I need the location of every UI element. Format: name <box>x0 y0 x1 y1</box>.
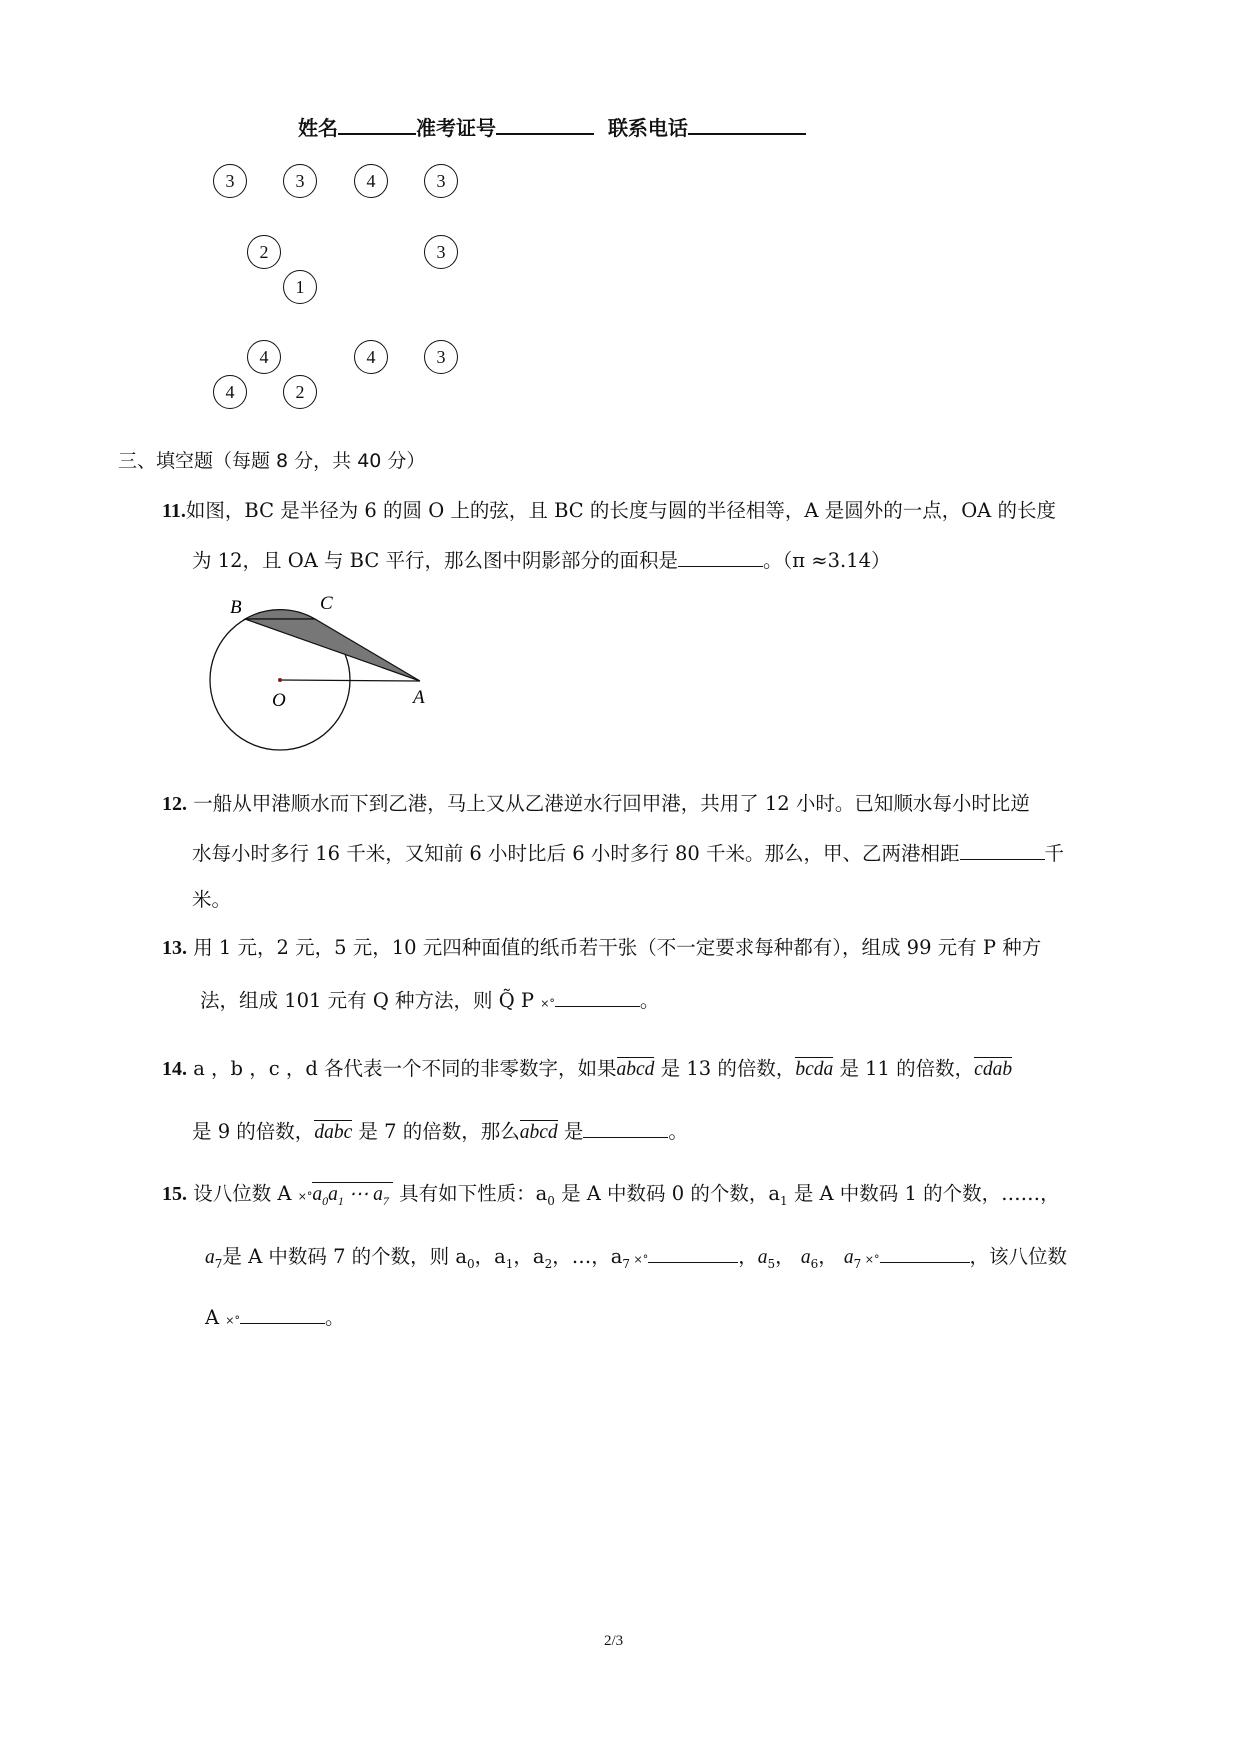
question-number: 15. <box>162 1183 187 1205</box>
operator-glyph: ×° <box>297 1190 313 1203</box>
question-15-line3: A ×° 。 <box>205 1306 345 1329</box>
question-12-line1 <box>162 788 1030 816</box>
center-point <box>278 678 282 682</box>
question-text: ，…，a <box>552 1245 623 1268</box>
question-text: 是 <box>557 1120 584 1143</box>
circle-number: 4 <box>354 340 388 374</box>
question-text: 是 A 中数码 7 的个数，则 a <box>222 1245 467 1268</box>
question-12-line3: 米。 <box>192 888 232 911</box>
question-11-line1 <box>162 495 1056 523</box>
circle-number: 3 <box>424 340 458 374</box>
circle-number: 4 <box>354 164 388 198</box>
label-O: O <box>272 690 286 711</box>
answer-blank[interactable] <box>648 1246 738 1263</box>
phone-blank[interactable] <box>688 115 806 135</box>
operator-glyph: ×° <box>629 1253 649 1266</box>
name-blank[interactable] <box>338 115 416 135</box>
answer-blank[interactable] <box>583 1121 668 1138</box>
question-15-line1: 15. 设八位数 $A \times^\circ a_0a_1$ ⋯ $a_7$ 具有如下性质：$a_0$ 是 A 中数码 0 的个数，$a_1$ 是 A 中数码 1 的个数，……， <box>162 1182 1060 1208</box>
question-text: 。（π ≈3.14） <box>763 549 891 572</box>
exam-id-label: 准考证号 <box>416 116 496 140</box>
question-text: 用 1 元，2 元，5 元，10 元四种面值的纸币若干张（不一定要求每种都有），组成 99 元有 P 种方 <box>187 936 1042 959</box>
question-text: 为 12，且 OA 与 BC 平行，那么图中阴影部分的面积是 <box>192 549 678 572</box>
answer-blank[interactable] <box>240 1307 325 1324</box>
shaded-triangle <box>245 619 420 681</box>
page-number: 2/3 <box>604 1633 624 1649</box>
circle-number: 2 <box>283 375 317 409</box>
question-11-line2 <box>192 545 891 573</box>
operator-glyph: ×° <box>861 1253 880 1266</box>
overline-number: dabc <box>314 1122 353 1143</box>
label-B: B <box>230 597 242 618</box>
exam-id-blank[interactable] <box>496 115 594 135</box>
question-text: a ，b ，c ，d 各代表一个不同的非零数字，如果 <box>187 1057 617 1080</box>
circle-number: 4 <box>213 375 247 409</box>
overline-number: cdab <box>974 1059 1013 1080</box>
name-label: 姓名 <box>298 116 338 140</box>
question-text: 是 13 的倍数， <box>654 1057 796 1080</box>
question-text: 具有如下性质：a <box>392 1182 548 1205</box>
circle-number: 3 <box>424 235 458 269</box>
circle-number: 4 <box>247 340 281 374</box>
question-text: ，a <box>513 1245 545 1268</box>
question-13-line2 <box>200 985 659 1013</box>
question-text: 水每小时多行 16 千米，又知前 6 小时比后 6 小时多行 80 千米。那么，甲、乙两港相距 <box>192 842 960 865</box>
operator-glyph: ×° <box>540 997 555 1010</box>
question-text: 法，组成 101 元有 Q 种方法，则 Q̃ P <box>200 989 541 1012</box>
answer-blank[interactable] <box>678 550 763 567</box>
overline-number: bcda <box>795 1059 834 1080</box>
question-text: 一船从甲港顺水而下到乙港，马上又从乙港逆水行回甲港，共用了 12 小时。已知顺水每小时比逆 <box>187 792 1030 815</box>
overline-number: $a_0a_1$ ⋯ $a_7$ <box>312 1182 393 1205</box>
question-text: A <box>205 1306 226 1329</box>
circle-number: 3 <box>213 164 247 198</box>
question-text: 设八位数 A <box>187 1182 298 1205</box>
question-text: 如图，BC 是半径为 6 的圆 O 上的弦，且 BC 的长度与圆的半径相等，A 是圆外的一点，OA 的长度 <box>185 499 1056 522</box>
question-text: 是 A 中数码 1 的个数，……， <box>787 1182 1060 1205</box>
question-text: 是 9 的倍数， <box>192 1120 315 1143</box>
label-A: A <box>413 687 425 708</box>
answer-blank[interactable] <box>960 843 1045 860</box>
circle-number: 3 <box>424 164 458 198</box>
question-text: ，a <box>474 1245 506 1268</box>
answer-blank[interactable] <box>555 990 640 1007</box>
operator-glyph: ×° <box>225 1314 240 1327</box>
question-number: 11. <box>162 500 186 522</box>
phone-label: 联系电话 <box>607 116 688 140</box>
circle-chord-figure <box>200 595 440 765</box>
question-14-line1 <box>162 1053 1012 1081</box>
question-number: 13. <box>162 937 187 959</box>
answer-blank[interactable] <box>880 1246 970 1263</box>
question-number: 14. <box>162 1058 187 1080</box>
shaded-segment <box>245 610 315 619</box>
question-14-line2 <box>192 1116 688 1144</box>
label-C: C <box>320 595 333 614</box>
segment-OA <box>280 680 420 681</box>
exam-header <box>298 112 806 141</box>
overline-number: abcd <box>519 1122 558 1143</box>
question-text: 是 7 的倍数，那么 <box>352 1120 520 1143</box>
section-title: 三、填空题（每题 8 分，共 40 分） <box>118 450 426 472</box>
question-12-line2 <box>192 838 1064 866</box>
question-15-line2: $a_7$是 A 中数码 7 的个数，则 $a_0$，$a_1$，$a_2$，…，$a_7$ ×° ，$a_5$， $a_6$， $a_7$ ×° ，该八位数 <box>205 1245 1068 1271</box>
circle-number: 2 <box>247 235 281 269</box>
question-text: 。 <box>668 1120 688 1143</box>
question-text: 千 <box>1044 842 1065 865</box>
question-text: 是 11 的倍数， <box>833 1057 975 1080</box>
question-13-line1 <box>162 932 1041 960</box>
circle-number: 1 <box>283 270 317 304</box>
question-number: 12. <box>162 793 187 815</box>
question-text: 是 A 中数码 0 的个数，a <box>554 1182 780 1205</box>
overline-number: abcd <box>616 1059 655 1080</box>
circle-number: 3 <box>283 164 317 198</box>
question-text: 。 <box>639 989 660 1012</box>
